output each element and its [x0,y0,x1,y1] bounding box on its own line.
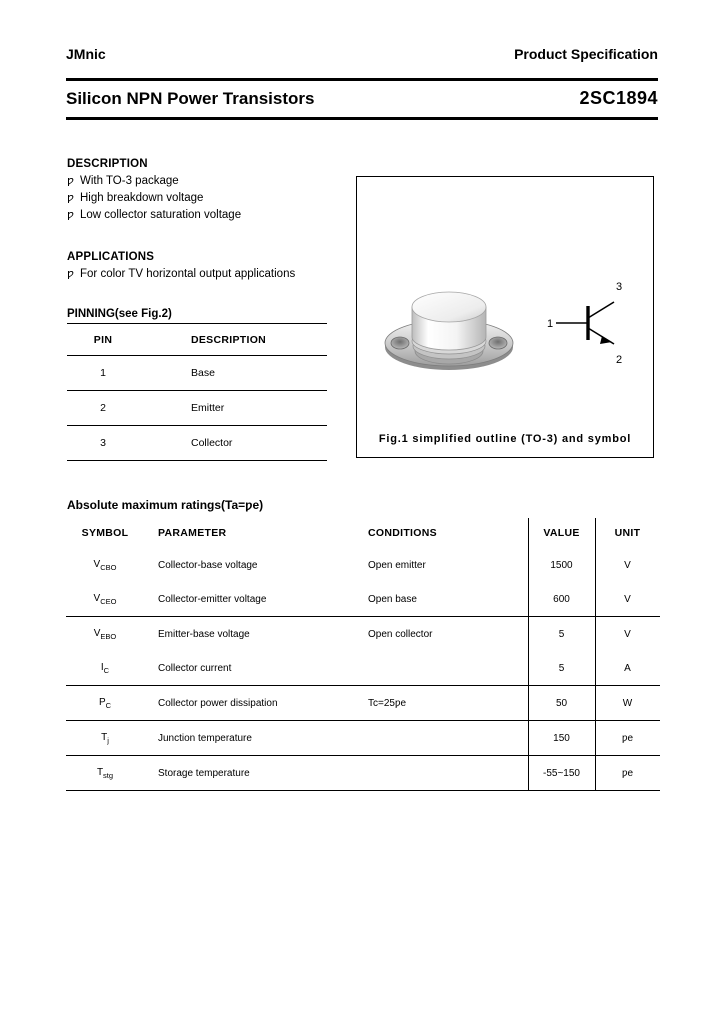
description-heading: DESCRIPTION [67,158,148,170]
rating-parameter: Storage temperature [144,756,352,791]
rating-symbol: $T_{stg}$ [66,756,144,791]
pin-description: Emitter [139,391,327,426]
rating-parameter: Junction temperature [144,721,352,756]
pin-description: Collector [139,426,327,461]
ratings-column-parameter: PARAMETER [158,527,227,539]
figure-caption: Fig.1 simplified outline (TO-3) and symbol [378,433,632,445]
page-title: Silicon NPN Power Transistors [66,89,315,108]
pin-number: 1 [67,356,139,391]
description-item-label: Low collector saturation voltage [80,209,242,221]
pinning-section [67,308,327,461]
description-section [67,158,357,221]
part-number: 2SC1894 [579,88,658,108]
rating-conditions: Open emitter [368,559,426,571]
symbol-pin-label-collector: 3 [616,281,623,293]
table-row [66,582,660,617]
table-row [67,426,327,461]
ratings-column-unit: UNIT [595,518,660,548]
ratings-title: Absolute maximum ratings(Ta=ƿe) [67,498,264,512]
rating-parameter: Collector-base voltage [158,559,258,571]
table-row [67,391,327,426]
absolute-maximum-ratings-table [66,518,660,791]
rating-parameter: Collector-emitter voltage [144,582,352,617]
rating-unit: W [595,686,660,721]
rating-value: 150 [528,721,595,756]
pin-number: 2 [67,391,139,426]
table-row [66,548,660,582]
rating-symbol: $T_j$ [66,721,144,756]
product-specification-label: Product Specification [514,46,658,62]
applications-section [67,251,357,280]
table-row [67,356,327,391]
rating-unit: V [595,548,660,582]
rating-value: -55~150 [528,756,595,791]
applications-item [67,267,357,280]
description-item [67,174,357,187]
rating-unit: ƿe [595,756,660,791]
description-item [67,208,357,221]
rating-value: 600 [528,582,595,617]
rating-value: 1500 [528,548,595,582]
rating-conditions [352,721,528,756]
rating-unit: V [595,617,660,652]
rating-unit: V [595,582,660,617]
table-row [66,617,660,652]
table-row [66,686,660,721]
title-row [66,88,658,109]
ratings-table-wrapper [66,518,658,791]
rating-value: 5 [528,617,595,652]
pin-description: Base [139,356,327,391]
bullet-icon: ƿ [67,174,74,187]
ratings-column-conditions: CONDITIONS [368,527,437,539]
npn-transistor-symbol [542,273,642,373]
applications-item-label: For color TV horizontal output applications [80,268,296,280]
rating-value: 50 [528,686,595,721]
applications-heading: APPLICATIONS [67,251,155,263]
rating-symbol: $P_C$ [66,686,144,721]
ratings-column-symbol: SYMBOL [81,527,129,539]
symbol-pin-label-base: 1 [547,318,554,330]
rating-symbol: $I_C$ [66,651,144,686]
table-header-row [67,324,327,356]
table-header-row [66,518,660,548]
rating-symbol: $V_{EBO}$ [93,627,117,641]
header-rule-top [66,78,658,81]
bullet-icon: ƿ [67,267,74,280]
pin-number: 3 [67,426,139,461]
rating-parameter: Collector power dissipation [144,686,352,721]
table-row [66,756,660,791]
page-header [66,46,658,62]
rating-unit: ƿe [595,721,660,756]
rating-conditions: Open collector [368,628,433,640]
ratings-column-value: VALUE [528,518,595,548]
pinning-column-description: DESCRIPTION [139,324,327,356]
header-rule-bottom [66,117,658,120]
pinning-title: PINNING(see Fig.2) [67,308,172,320]
rating-symbol: $V_{CEO}$ [66,582,144,617]
rating-conditions: Tc=25ƿe [352,686,528,721]
rating-conditions: Open base [352,582,528,617]
brand-name: JMnic [66,46,106,62]
rating-parameter: Emitter-base voltage [158,628,250,640]
rating-parameter: Collector current [144,651,352,686]
bullet-icon: ƿ [67,191,74,204]
pinning-column-pin: PIN [67,324,139,356]
symbol-pin-label-emitter: 2 [616,354,623,366]
pinning-table [67,323,327,461]
description-item-label: With TO-3 package [80,175,179,187]
rating-conditions [352,651,528,686]
rating-value: 5 [528,651,595,686]
table-row [66,651,660,686]
table-row [66,721,660,756]
rating-conditions [352,756,528,791]
bullet-icon: ƿ [67,208,74,221]
figure-panel [356,176,654,458]
description-item-label: High breakdown voltage [80,192,204,204]
to3-package-image [379,285,519,390]
description-item [67,191,357,204]
rating-unit: A [595,651,660,686]
rating-symbol: $V_{CBO}$ [93,558,117,572]
